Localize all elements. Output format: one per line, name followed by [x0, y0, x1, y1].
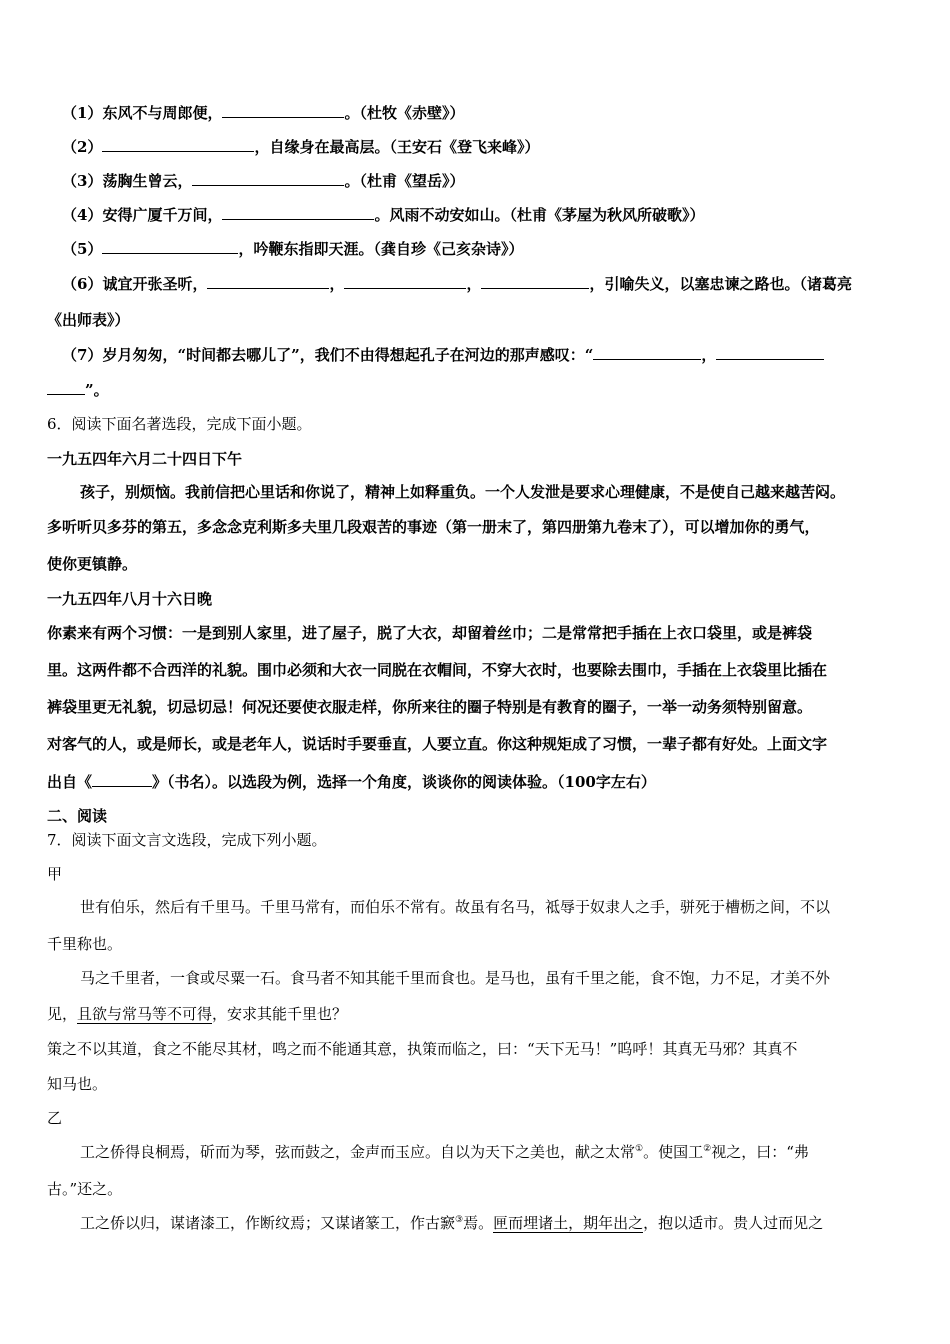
item-text: 安得广厦千万间，	[102, 206, 223, 224]
answer-blank[interactable]	[102, 136, 254, 152]
passage-a-p3-line-2: 知马也。	[47, 1075, 108, 1093]
passage-text: 工之侨以归，谋诸漆工，作断纹焉；又谋诸篆工，作古窾	[80, 1214, 456, 1232]
passage-b-p2-line-1	[80, 1213, 905, 1233]
book-title-blank[interactable]	[92, 771, 152, 787]
item-number: （4）	[62, 206, 103, 224]
letter-paragraph-1-line-2: 多听听贝多芬的第五，多念念克利斯多夫里几段艰苦的事迹（第一册末了，第四册第九卷末了），可以增加你的勇气，	[47, 518, 820, 536]
item-source: 。（杜甫《望岳》）	[344, 172, 465, 190]
q5-item-2	[62, 136, 922, 157]
underlined-sentence: 且欲与常马等不可得	[77, 1005, 213, 1023]
item-text: 岁月匆匆，“时间都去哪儿了”，我们不由得想起孔子在河边的那声感叹：“	[102, 346, 594, 364]
item-text: 东风不与周郎便，	[102, 104, 223, 122]
answer-blank[interactable]	[716, 344, 824, 360]
item-text: 诚宜开张圣听，	[102, 275, 208, 293]
answer-blank[interactable]	[102, 238, 238, 254]
passage-a-p2-line-2	[47, 1004, 907, 1024]
passage-a-label: 甲	[47, 865, 63, 883]
footnote-marker: ①	[635, 1144, 644, 1154]
answer-blank[interactable]	[222, 204, 374, 220]
separator: ，	[329, 275, 345, 293]
item-number: （1）	[62, 104, 103, 122]
passage-text: 工之侨得良桐焉，斫而为琴，弦而鼓之，金声而玉应。自以为天下之美也，献之太常	[80, 1143, 636, 1161]
item-number: （2）	[62, 138, 103, 156]
item-source: 《出师表》）	[47, 311, 130, 329]
passage-text: ，抱以适市。贵人过而见之	[643, 1214, 824, 1232]
answer-blank[interactable]	[207, 273, 329, 289]
q5-item-6-cont	[47, 310, 907, 330]
answer-blank[interactable]	[344, 273, 466, 289]
underlined-sentence: 匣而埋诸土，期年出之	[493, 1214, 644, 1232]
separator: ，	[701, 346, 717, 364]
item-source: ，引喻失义，以塞忠谏之路也。（诸葛亮	[589, 275, 852, 293]
passage-b-label: 乙	[47, 1109, 63, 1127]
item-source: 。风雨不动安如山。（杜甫《茅屋为秋风所破歌》）	[374, 206, 705, 224]
item-source: ，自缘身在最高层。（王安石《登飞来峰》）	[254, 138, 540, 156]
passage-a-p1-line-1: 世有伯乐，然后有千里马。千里马常有，而伯乐不常有。故虽有名马，祗辱于奴隶人之手，骈死于槽枥之间，不以	[80, 898, 831, 916]
section-title: 二、阅读	[47, 807, 108, 825]
letter-paragraph-1-line-3: 使你更镇静。	[47, 555, 138, 573]
item-number: （7）	[62, 346, 103, 364]
item-number: （6）	[62, 275, 103, 293]
answer-blank[interactable]	[192, 170, 344, 186]
q5-item-3	[62, 170, 922, 191]
letter-date-1: 一九五四年六月二十四日下午	[47, 450, 243, 468]
passage-text: ，安求其能千里也？	[212, 1005, 348, 1023]
item-number: （5）	[62, 240, 103, 258]
letter-paragraph-2-line-1: 你素来有两个习惯：一是到别人家里，进了屋子，脱了大衣，却留着丝巾；二是常常把手插在上衣口袋里，或是裤袋	[47, 624, 813, 642]
q5-item-1	[62, 102, 922, 123]
passage-text: 焉。	[463, 1214, 494, 1232]
letter-paragraph-2-line-2: 里。这两件都不合西洋的礼貌。围巾必须和大衣一同脱在衣帽间，不穿大衣时，也要除去围巾，手插在上衣袋里比插在	[47, 661, 828, 679]
letter-paragraph-2-line-5	[47, 771, 907, 792]
item-number: （3）	[62, 172, 103, 190]
passage-text: 视之，曰：“弗	[711, 1143, 809, 1161]
item-source: 。（杜牧《赤壁》）	[344, 104, 465, 122]
separator: ，	[466, 275, 482, 293]
passage-b-p1-line-2: 古。”还之。	[47, 1180, 123, 1198]
footnote-marker: ③	[455, 1215, 464, 1225]
item-text: 荡胸生曾云，	[102, 172, 193, 190]
q7-title: 7．阅读下面文言文选段，完成下列小题。	[47, 831, 327, 849]
answer-blank[interactable]	[481, 273, 589, 289]
question-text: 》（书名）。以选段为例，选择一个角度，谈谈你的阅读体验。（100字左右）	[152, 773, 656, 791]
passage-text: 见，	[47, 1005, 78, 1023]
passage-a-p1-line-2: 千里称也。	[47, 935, 123, 953]
answer-blank[interactable]	[47, 379, 85, 395]
item-source: ，吟鞭东指即天涯。（龚自珍《己亥杂诗》）	[238, 240, 524, 258]
passage-text: 。使国工	[643, 1143, 704, 1161]
letter-date-2: 一九五四年八月十六日晚	[47, 590, 213, 608]
q5-item-7-cont	[47, 379, 907, 400]
letter-paragraph-1-line-1: 孩子，别烦恼。我前信把心里话和你说了，精神上如释重负。一个人发泄是要求心理健康，不是使自己越来越苦闷。	[80, 483, 846, 501]
passage-a-p2-line-1: 马之千里者，一食或尽粟一石。食马者不知其能千里而食也。是马也，虽有千里之能，食不饱，力不足，才美不外	[80, 969, 831, 987]
q5-item-5	[62, 238, 922, 259]
passage-b-p1-line-1	[80, 1142, 905, 1162]
letter-paragraph-2-line-3: 裤袋里更无礼貌，切忌切忌！何况还要使衣服走样，你所来往的圈子特别是有教育的圈子，一举一动务须特别留意。	[47, 698, 813, 716]
q5-item-6	[62, 273, 907, 294]
answer-blank[interactable]	[222, 102, 344, 118]
q5-item-7	[62, 344, 907, 365]
footnote-marker: ②	[703, 1144, 712, 1154]
answer-blank[interactable]	[593, 344, 701, 360]
passage-a-p3-line-1: 策之不以其道，食之不能尽其材，鸣之而不能通其意，执策而临之，曰：“天下无马！”呜呼！其真无马邪？其真不	[47, 1040, 798, 1058]
q5-item-4	[62, 204, 922, 225]
question-text: 出自《	[47, 773, 93, 791]
item-text: ”。	[85, 381, 109, 399]
q6-title: 6．阅读下面名著选段，完成下面小题。	[47, 415, 312, 433]
letter-paragraph-2-line-4: 对客气的人，或是师长，或是老年人，说话时手要垂直，人要立直。你这种规矩成了习惯，一辈子都有好处。上面文字	[47, 735, 828, 753]
